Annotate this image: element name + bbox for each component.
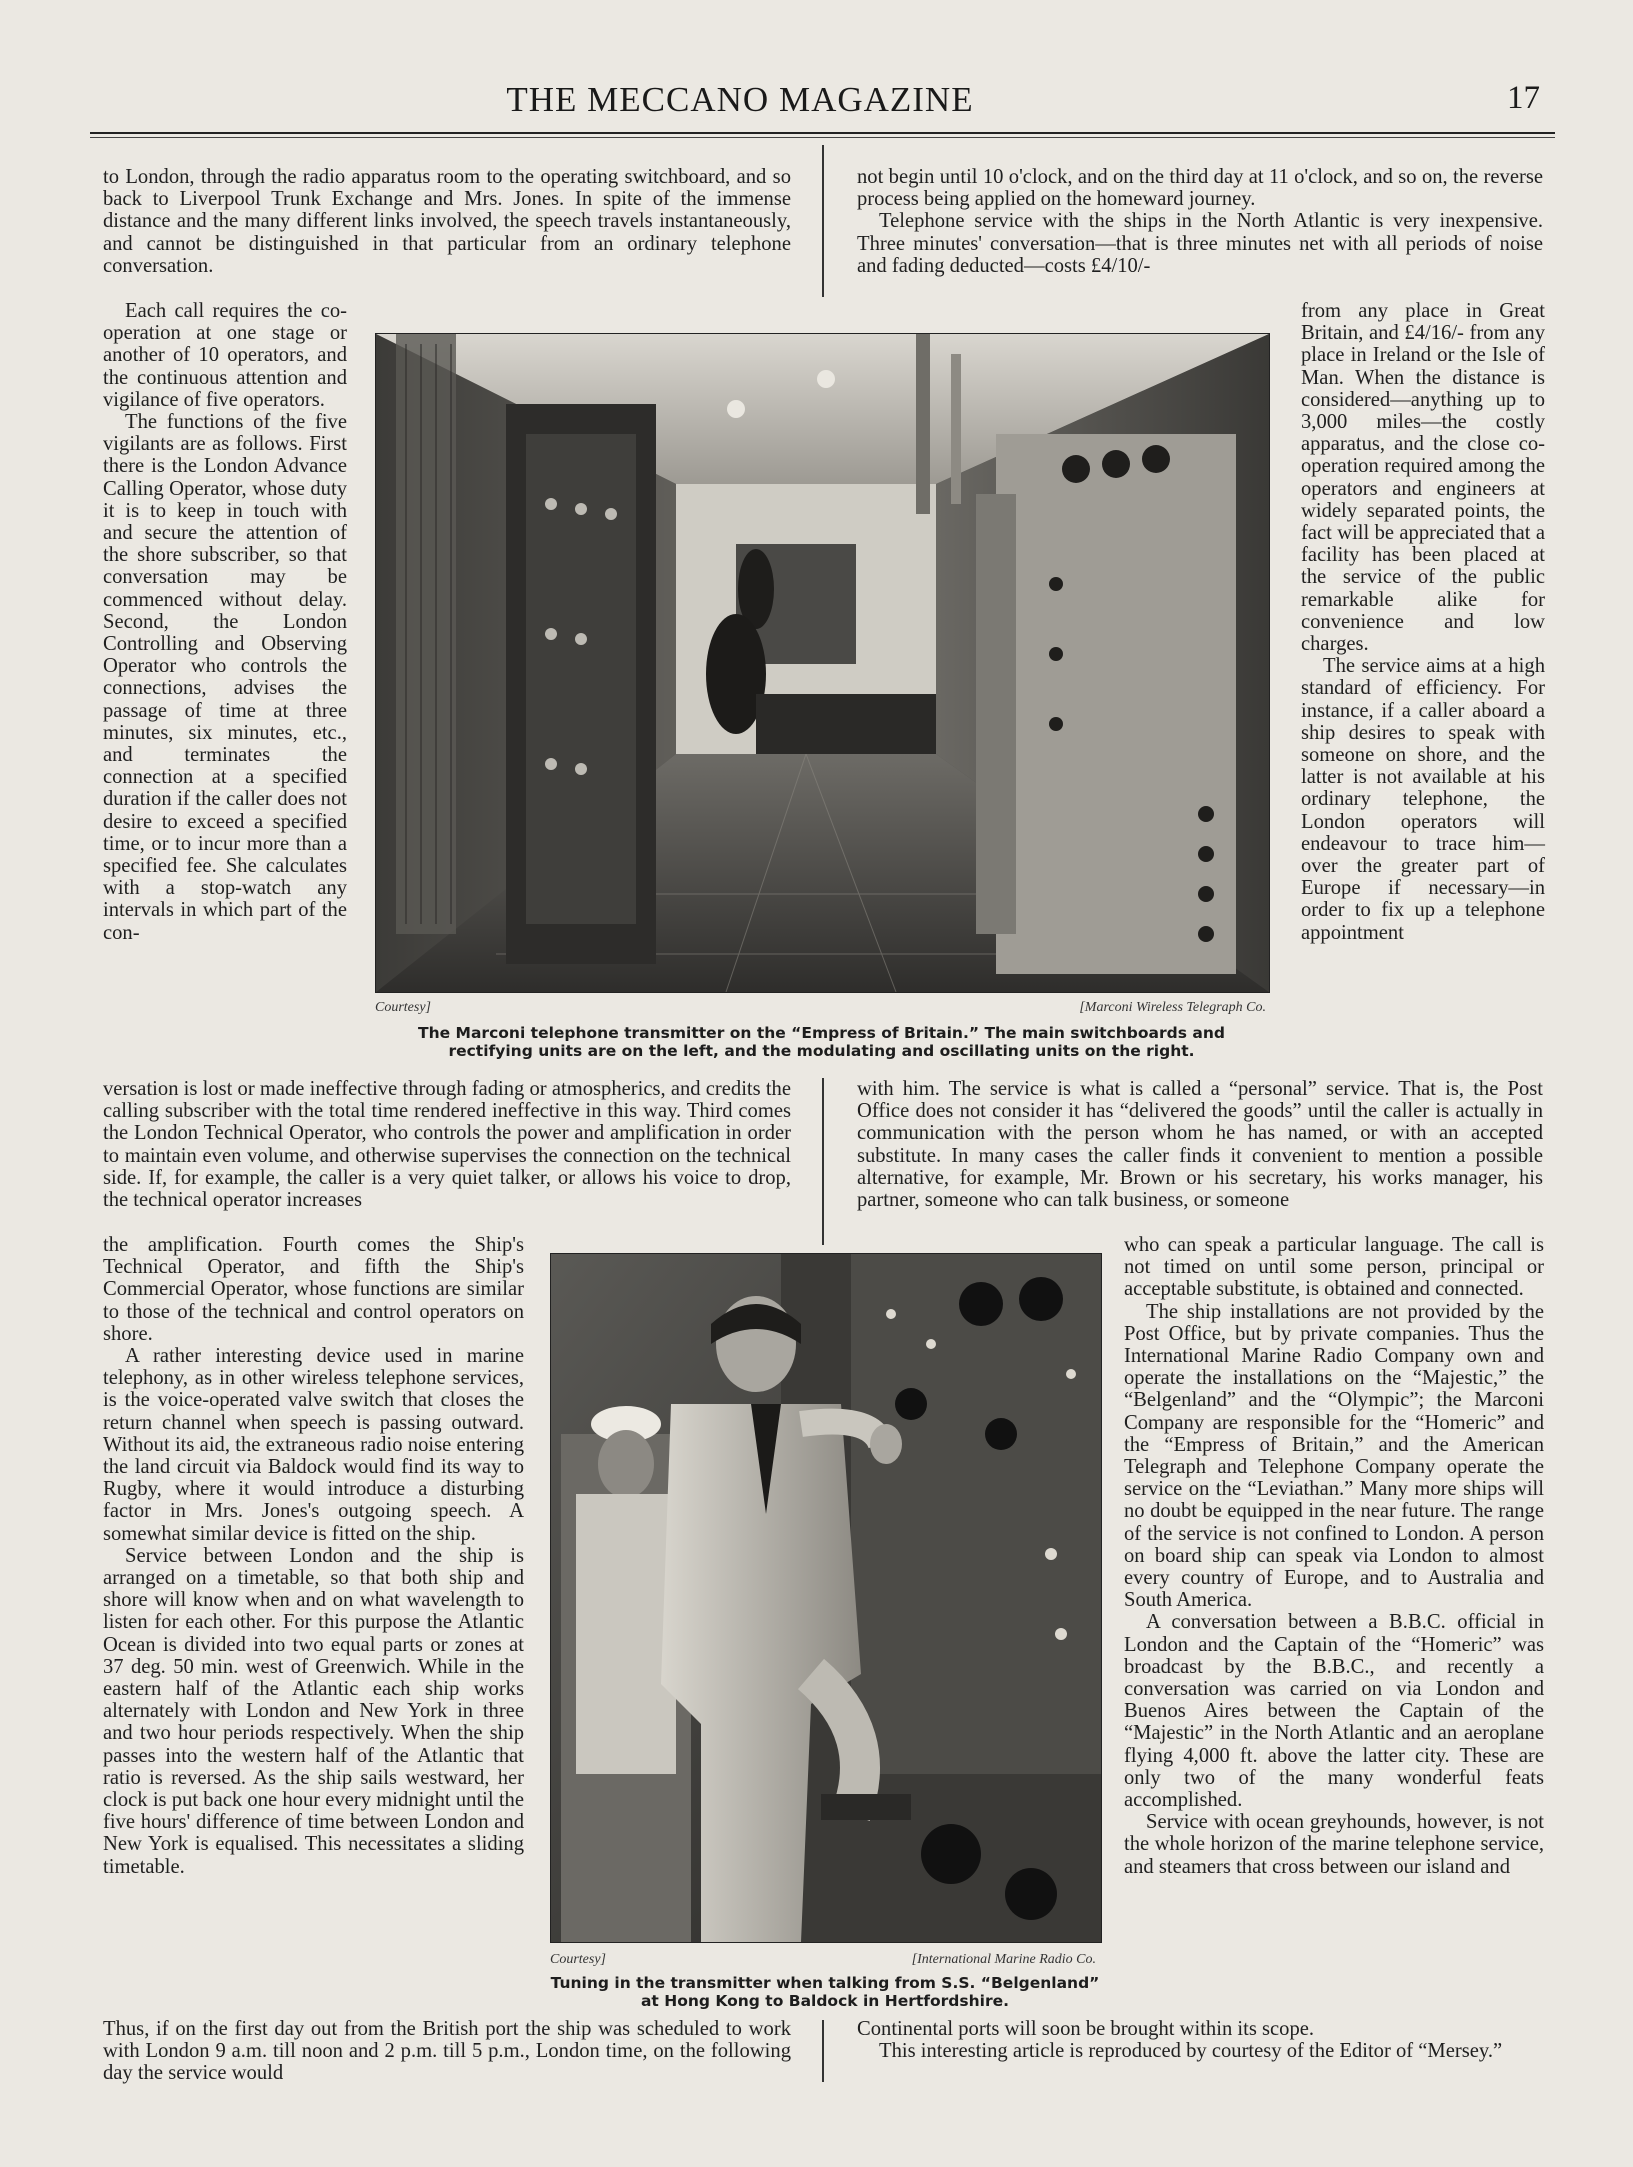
paragraph: from any place in Great Britain, and £4/16/- from any place in Ireland or the Isle of Man. When the distance is considered—anything up to 3,000 miles—the costly apparatus, and the close co-operation required among the operators and engineers at widely separated points, the fact will be appreciated that a facility has been placed at the service of the public remarkable alike for convenience and low charges. — [1301, 300, 1545, 656]
paragraph: A conversation between a B.B.C. official in London and the Captain of the “Homeric” was broadcast by the B.B.C., and recently a conversation was carried on via London and Buenos Aires between the Captain of the “Majestic” in the North Atlantic and an aeroplane flying 4,000 ft. above the latter city. These are only two of the many wonderful feats accomplished. — [1124, 1611, 1544, 1812]
paragraph: Each call requires the co-operation at one stage or another of 10 operators, and the continuous attention and vigilance of five operators. — [103, 300, 347, 411]
photo-transmitter-room — [375, 333, 1270, 993]
paragraph: Continental ports will soon be brought within its scope. — [857, 2018, 1315, 2040]
column-divider-bottom — [822, 2020, 824, 2082]
column-divider-top — [822, 145, 824, 297]
paragraph: This interesting article is reproduced by courtesy of the Editor of “Mersey.” — [879, 2040, 1503, 2063]
paragraph: to London, through the radio apparatus room to the operating switchboard, and so back to Liverpool Trunk Exchange and Mrs. Jones. In spite of the immense distance and the many different links involved, the speech travels instantaneously, and cannot be distinguished in that particular from an ordinary telephone conversation. — [103, 166, 791, 277]
magazine-title: THE MECCANO MAGAZINE — [506, 80, 974, 119]
paragraph: with him. The service is what is called a “personal” service. That is, the Post Office does not consider it has “delivered the goods” until the caller is actually in communication with the person whom he has named, or with an accepted substitute. In many cases the caller finds it convenient to mention a possible alternative, for example, Mr. Brown or his secretary, his works manager, his partner, someone who can talk business, or someone — [857, 1078, 1543, 1212]
paragraph: versation is lost or made ineffective through fading or atmospherics, and credits the calling subscriber with the total time rendered ineffective in this way. Third comes the London Technical Operator, who controls the power and amplification in order to maintain even volume, and otherwise supervises the connection on the technical side. If, for example, the caller is a very quiet talker, or allows his voice to drop, the technical operator increases — [103, 1078, 791, 1212]
paragraph: Service between London and the ship is arranged on a timetable, so that both ship and shore will know when and on what wavelength to listen for each other. For this purpose the Atlantic Ocean is divided into two equal parts or zones at 37 deg. 50 min. west of Greenwich. While in the eastern half of the Atlantic each ship works alternately with London and New York in three and two hour periods respectively. When the ship passes into the western half of the Atlantic that ratio is reversed. As the ship sails westward, her clock is put back one hour every midnight until the five hours' difference of time between London and New York is equalised. This necessitates a sliding timetable. — [103, 1544, 524, 1878]
article-left-lower — [103, 1234, 524, 1878]
paragraph: Telephone service with the ships in the North Atlantic is very inexpensive. Three minutes' conversation—that is three minutes net with all periods of noise and fading deducted—costs £4/10/- — [857, 210, 1543, 277]
photo2-credit-left: Courtesy] — [550, 1952, 606, 1967]
paragraph: who can speak a particular language. The call is not timed on until some person, principal or acceptable substitute, is obtained and connected. — [1124, 1234, 1544, 1301]
article-right-bottom — [857, 2018, 1543, 2062]
page-header — [90, 80, 1560, 130]
photo2-credit-right: [International Marine Radio Co. — [911, 1952, 1096, 1967]
article-right-top — [857, 166, 1543, 277]
article-left-top — [103, 166, 791, 277]
paragraph: The functions of the five vigilants are as follows. First there is the London Advance Calling Operator, whose duty it is to keep in touch with and secure the attention of the shore subscriber, so that conversation may be commenced without delay. Second, the London Controlling and Observing Operator who controls the connections, advises the passage of time at three minutes, six minutes, etc., and terminates the connection at a specified duration if the caller does not desire to exceed a specified time, or to incur more than a specified fee. She calculates with a stop-watch any intervals in which part of the con- — [103, 411, 347, 944]
article-left-narrow — [103, 300, 347, 944]
paragraph: Thus, if on the first day out from the British port the ship was scheduled to work with London 9 a.m. till noon and 2 p.m. till 5 p.m., London time, on the following day the service would — [103, 2018, 791, 2085]
article-right-narrow — [1301, 300, 1545, 944]
article-left-mid — [103, 1078, 791, 1211]
photo2-caption: Tuning in the transmitter when talking from S.S. “Belgenland” at Hong Kong to Baldock in Hertfordshire. — [550, 1974, 1100, 2010]
page-number: 17 — [1507, 80, 1540, 116]
photo1-caption: The Marconi telephone transmitter on the “Empress of Britain.” The main switchboards and rectifying units are on the left, and the modulating and oscillating units on the right. — [418, 1024, 1225, 1060]
photo1-credit-right: [Marconi Wireless Telegraph Co. — [1079, 1000, 1266, 1015]
paragraph: the amplification. Fourth comes the Ship's Technical Operator, and fifth the Ship's Commercial Operator, whose functions are similar to those of the technical and control operators on shore. — [103, 1234, 524, 1345]
paragraph: Service with ocean greyhounds, however, is not the whole horizon of the marine telephone service, and steamers that cross between our island and — [1124, 1811, 1544, 1878]
paragraph: A rather interesting device used in marine telephony, as in other wireless telephone services, is the voice-operated valve switch that closes the return channel when speech is passing outward. Without its aid, the extraneous radio noise entering the land circuit via Baldock would find its way to Rugby, where it would introduce a disturbing factor in Mrs. Jones's outgoing speech. A somewhat similar device is fitted on the ship. — [103, 1345, 524, 1545]
article-right-lower — [1124, 1234, 1544, 1878]
paragraph: The ship installations are not provided by the Post Office, but by private companies. Thus the International Marine Radio Company own and operate the installations on the “Majestic,” the “Belgenland” and the “Olympic”; the Marconi Company are responsible for the “Homeric” and the “Empress of Britain,” and the American Telegraph and Telephone Company operate the service on the “Leviathan.” Many more ships will no doubt be equipped in the near future. The range of the service is not confined to London. A person on board ship can speak via London to almost every country of Europe, and to Australia and South America. — [1124, 1300, 1544, 1612]
paragraph: not begin until 10 o'clock, and on the third day at 11 o'clock, and so on, the reverse process being applied on the homeward journey. — [857, 166, 1543, 211]
header-rule — [90, 132, 1555, 134]
header-rule-thin — [90, 137, 1555, 138]
article-right-mid — [857, 1078, 1543, 1211]
column-divider-mid — [822, 1078, 824, 1245]
photo-tuning-transmitter — [550, 1253, 1102, 1943]
article-left-bottom — [103, 2018, 791, 2085]
paragraph: The service aims at a high standard of efficiency. For instance, if a caller aboard a ship desires to speak with someone on shore, and the latter is not available at his ordinary telephone, the London operators will endeavour to trace him—over the greater part of Europe if necessary—in order to fix up a telephone appointment — [1301, 655, 1545, 944]
photo1-credit-left: Courtesy] — [375, 1000, 431, 1015]
